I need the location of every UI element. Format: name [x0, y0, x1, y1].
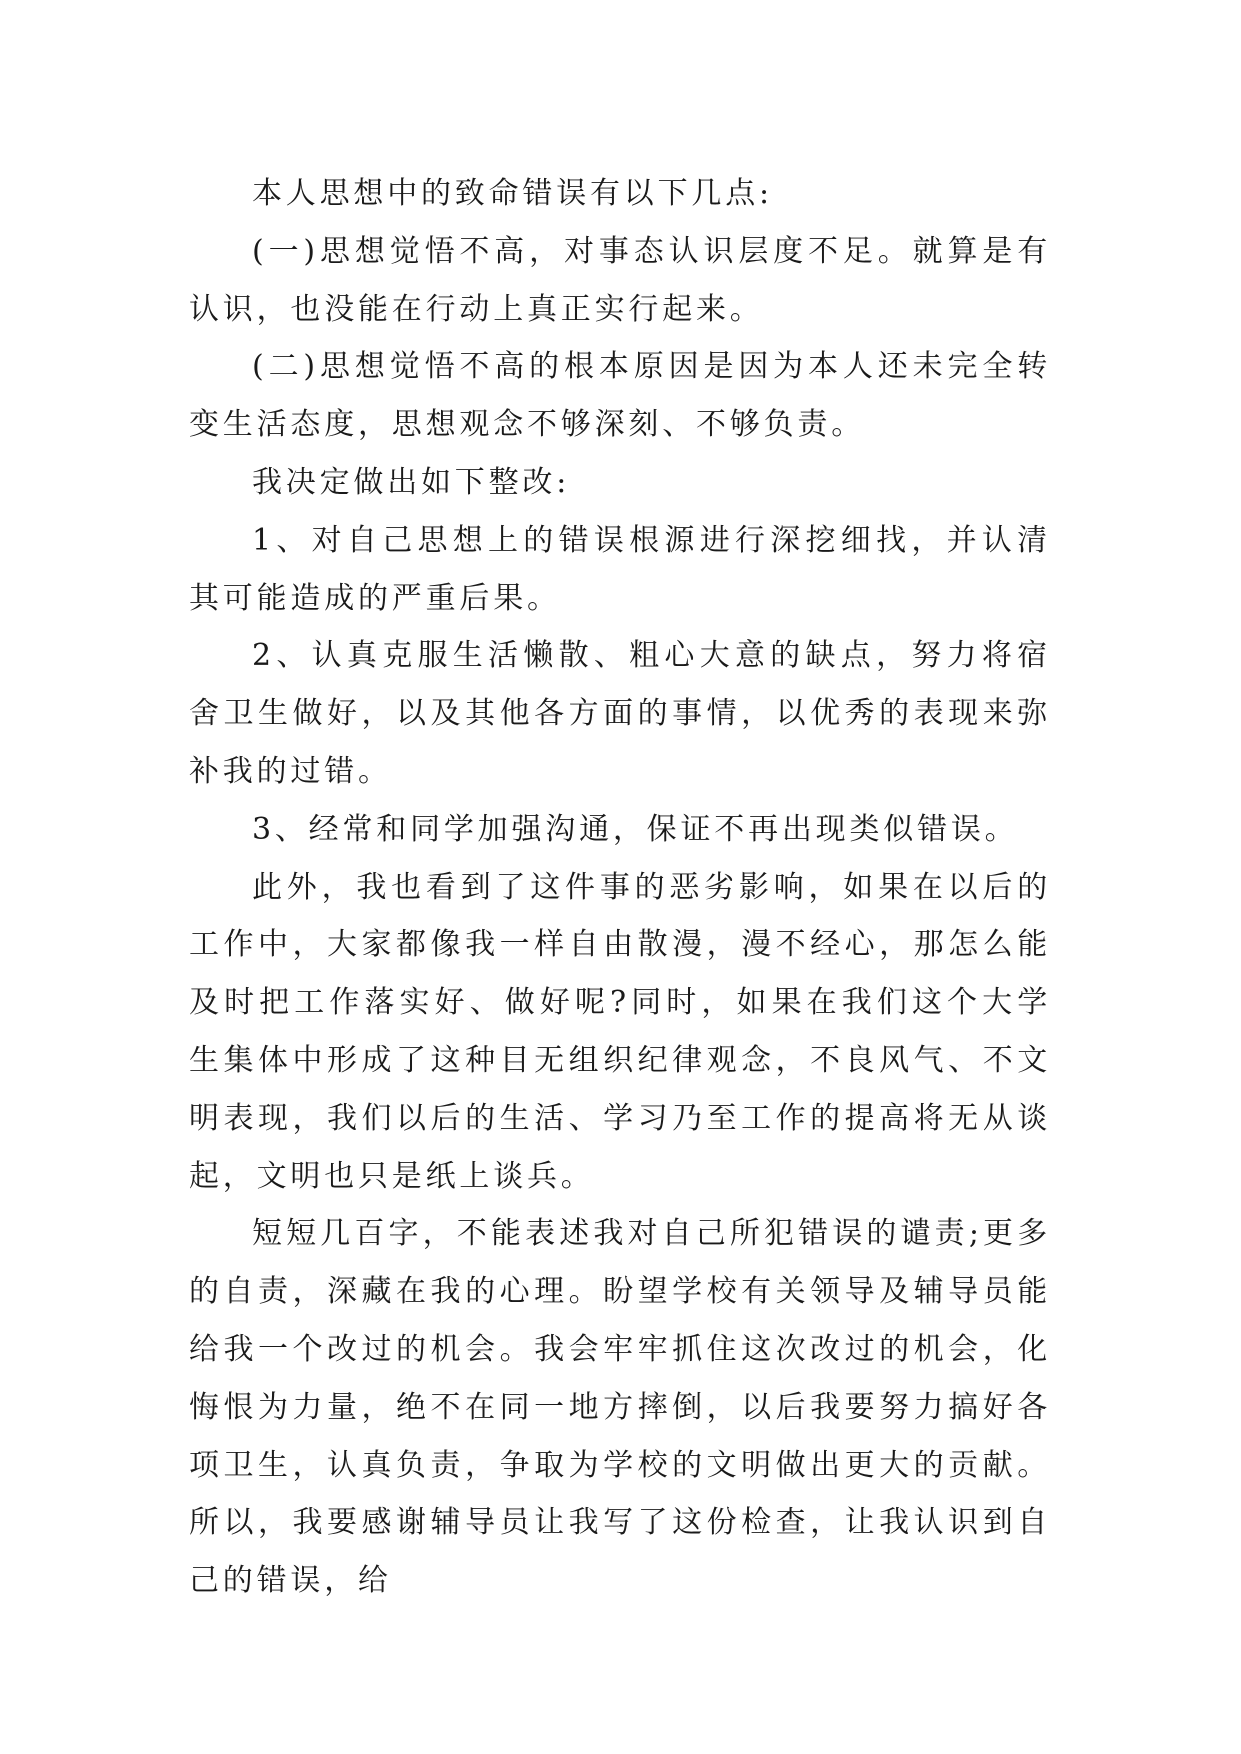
paragraph-point-2: (二)思想觉悟不高的根本原因是因为本人还未完全转变生活态度，思想观念不够深刻、不够负责。	[189, 349, 1051, 443]
paragraph-rectification-intro: 我决定做出如下整改:	[252, 464, 571, 500]
paragraph-rectification-3: 3、经常和同学加强沟通，保证不再出现类似错误。	[252, 811, 1019, 847]
paragraph-conclusion: 短短几百字，不能表述我对自己所犯错误的谴责;更多的自责，深藏在我的心理。盼望学校有关领导及辅导员能给我一个改过的机会。我会牢牢抓住这次改过的机会，化悔恨为力量，绝不在同一地方摔倒，以后我要努力搞好各项卫生，认真负责，争取为学校的文明做出更大的贡献。所以，我要感谢辅导员让我写了这份检查，让我认识到自己的错误，给	[189, 1216, 1051, 1599]
paragraph-rectification-1: 1、对自己思想上的错误根源进行深挖细找，并认清其可能造成的严重后果。	[189, 522, 1051, 616]
paragraph-impact: 此外，我也看到了这件事的恶劣影响，如果在以后的工作中，大家都像我一样自由散漫，漫不经心，那怎么能及时把工作落实好、做好呢?同时，如果在我们这个大学生集体中形成了这种目无组织纪律观念，不良风气、不文明表现，我们以后的生活、学习乃至工作的提高将无从谈起，文明也只是纸上谈兵。	[189, 869, 1051, 1194]
document-body	[189, 165, 1051, 1610]
paragraph-point-1: (一)思想觉悟不高，对事态认识层度不足。就算是有认识，也没能在行动上真正实行起来。	[189, 233, 1051, 327]
paragraph-rectification-2: 2、认真克服生活懒散、粗心大意的缺点，努力将宿舍卫生做好，以及其他各方面的事情，以优秀的表现来弥补我的过错。	[189, 638, 1051, 789]
paragraph-intro: 本人思想中的致命错误有以下几点:	[252, 176, 773, 211]
